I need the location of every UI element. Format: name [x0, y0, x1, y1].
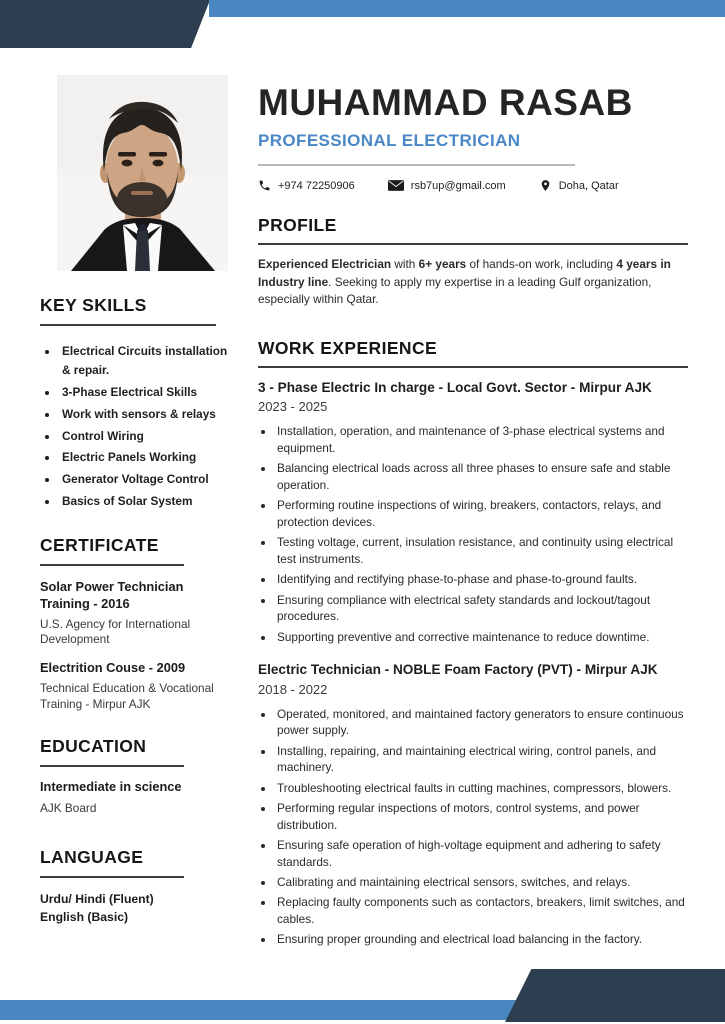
list-item: • Installation, operation, and maintenance of 3-phase electrical systems and equipment. [275, 423, 695, 457]
person-job-title: PROFESSIONAL ELECTRICIAN [258, 131, 521, 150]
left-column [40, 75, 232, 927]
list-item: • Installing, repairing, and maintaining electrical wiring, control panels, and machinery. [275, 743, 695, 777]
job-bullet-list [258, 706, 695, 948]
work-experience-section [258, 338, 690, 948]
list-item: • Generator Voltage Control [59, 470, 232, 489]
contact-email [388, 179, 506, 192]
email-address: rsb7up@gmail.com [410, 179, 506, 192]
key-skills-underline [40, 324, 216, 326]
contact-phone [258, 179, 355, 192]
list-item: • Balancing electrical loads across all three phases to ensure safe and stable operation. [275, 460, 695, 494]
text-segment: . Seeking to apply my expertise in a leading Gulf organization, especially within Qatar. [258, 274, 652, 307]
education-degree: Intermediate in science [40, 778, 182, 794]
header-divider [258, 164, 575, 166]
list-item: • Calibrating and maintaining electrical sensors, switches, and relays. [275, 874, 695, 891]
education-board: AJK Board [40, 800, 97, 815]
list-item: • Basics of Solar System [59, 492, 232, 511]
list-item: • Electrical Circuits installation & repair. [59, 342, 232, 380]
person-name: MUHAMMAD RASAB [258, 82, 633, 123]
job-bullet-list [258, 423, 695, 645]
email-icon [388, 179, 404, 192]
portrait-illustration [57, 75, 228, 271]
certificate-issuer: U.S. Agency for International Development [40, 616, 191, 647]
list-item: • Operated, monitored, and maintained factory generators to ensure continuous power supply. [275, 706, 695, 740]
text-segment: 4 years in Industry line [258, 257, 671, 289]
list-item: • Supporting preventive and corrective maintenance to reduce downtime. [275, 629, 695, 646]
certificate-title: Solar Power Technician Training - 2016 [40, 579, 184, 611]
list-item: • Performing regular inspections of motors, control systems, and power distribution. [275, 800, 695, 834]
language-list [40, 890, 232, 927]
text-segment: with [391, 257, 419, 271]
contact-location [539, 179, 619, 192]
top-left-navy-shape [0, 0, 210, 48]
certificate-entry [40, 660, 232, 712]
profile-photo [57, 75, 228, 271]
right-column [258, 84, 690, 951]
list-item: • Ensuring safe operation of high-voltage equipment and adhering to safety standards. [275, 837, 695, 871]
profile-underline [258, 243, 688, 245]
job-dates: 2018 - 2022 [258, 681, 328, 697]
contact-row [258, 179, 690, 192]
profile-heading: PROFILE [258, 215, 337, 235]
education-section [40, 736, 232, 815]
certificate-issuer: Technical Education & Vocational Training - Mirpur AJK [40, 681, 214, 711]
job-dates: 2023 - 2025 [258, 399, 328, 415]
work-experience-heading: WORK EXPERIENCE [258, 338, 438, 359]
profile-summary [258, 256, 678, 309]
text-segment: 6+ years [418, 257, 467, 271]
top-right-blue-bar [209, 0, 725, 17]
education-underline [40, 765, 184, 767]
profile-section [258, 215, 690, 309]
certificate-section [40, 535, 232, 712]
language-heading: LANGUAGE [40, 846, 144, 867]
job-title: 3 - Phase Electric In charge - Local Govt. Sector - Mirpur AJK [258, 380, 652, 396]
list-item: • Testing voltage, current, insulation resistance, and continuity using electrical test instruments. [275, 534, 695, 568]
job-entry [258, 662, 690, 948]
location-text: Doha, Qatar [558, 179, 619, 192]
list-item: • Performing routine inspections of wiring, breakers, contactors, relays, and protection devices. [275, 497, 695, 531]
text-segment: of hands-on work, including [466, 257, 617, 271]
list-item: Urdu/ Hindi (Fluent) [40, 891, 154, 906]
key-skills-section [40, 295, 232, 511]
list-item: • Troubleshooting electrical faults in cutting machines, compressors, blowers. [275, 780, 695, 797]
certificate-underline [40, 564, 184, 566]
key-skills-list [40, 342, 232, 511]
language-underline [40, 876, 184, 878]
list-item: • Control Wiring [59, 427, 232, 446]
list-item: • Identifying and rectifying phase-to-phase and phase-to-ground faults. [275, 571, 695, 588]
list-item: • Work with sensors & relays [59, 405, 232, 424]
list-item: • Ensuring proper grounding and electrical load balancing in the factory. [275, 931, 695, 948]
job-title: Electric Technician - NOBLE Foam Factory (PVT) - Mirpur AJK [258, 662, 658, 678]
certificate-title: Electrition Couse - 2009 [40, 660, 186, 676]
list-item: • 3-Phase Electrical Skills [59, 383, 232, 402]
work-experience-underline [258, 366, 688, 368]
certificate-entry [40, 579, 232, 647]
key-skills-heading: KEY SKILLS [40, 295, 147, 315]
job-entry [258, 380, 690, 645]
phone-number: +974 72250906 [278, 179, 355, 192]
phone-icon [258, 179, 271, 192]
language-section [40, 847, 232, 927]
list-item: • Electric Panels Working [59, 448, 232, 467]
text-segment: Experienced Electrician [258, 257, 392, 271]
list-item: English (Basic) [40, 910, 129, 925]
location-pin-icon [539, 179, 552, 192]
list-item: • Replacing faulty components such as contactors, breakers, limit switches, and cables. [275, 894, 695, 928]
bottom-right-navy-shape [505, 969, 725, 1022]
list-item: • Ensuring compliance with electrical safety standards and lockout/tagout procedures. [275, 592, 695, 626]
education-heading: EDUCATION [40, 735, 147, 756]
certificate-heading: CERTIFICATE [40, 535, 159, 555]
